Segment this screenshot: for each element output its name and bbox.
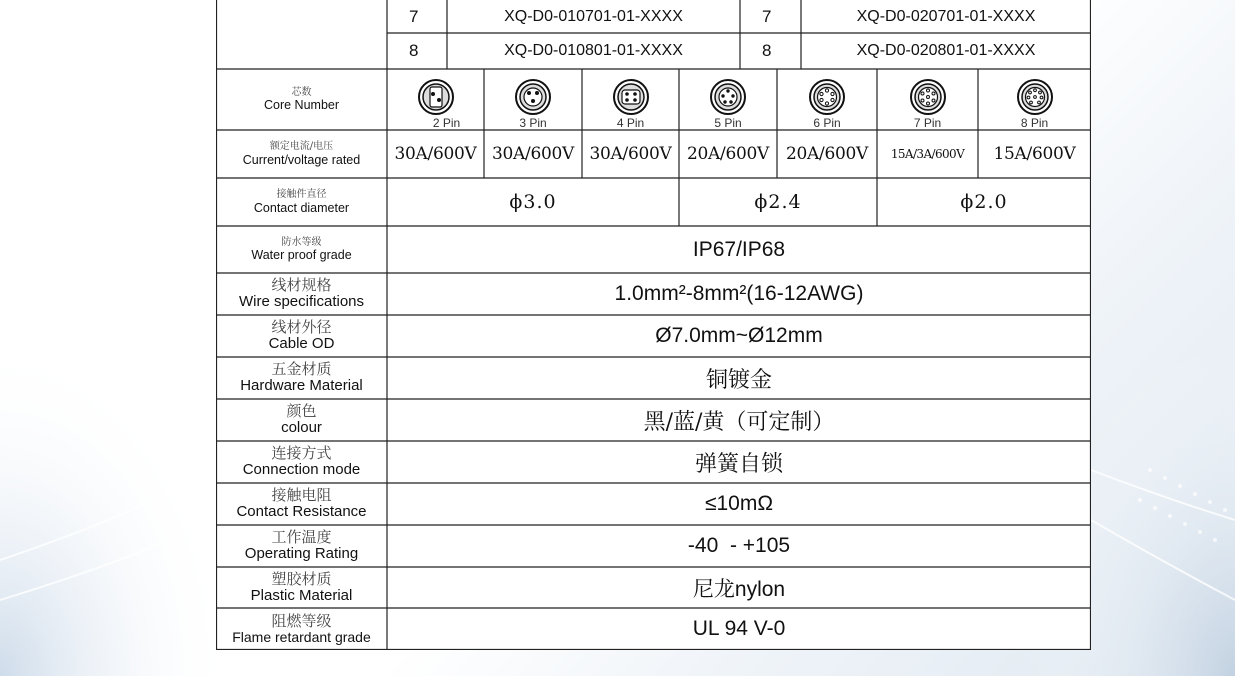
spec-label-zh: 工作温度 xyxy=(271,528,332,547)
spec-value-cable-od: Ø7.0mm~Ø12mm xyxy=(655,324,823,347)
part-code-a: XQ-D0-010801-01-XXXX xyxy=(504,42,683,59)
pin-cell-5 xyxy=(679,69,777,130)
connector-3pin-icon xyxy=(514,78,552,116)
core-number-label-en: Core Number xyxy=(263,98,340,113)
rating-2pin: 30A/600V xyxy=(394,144,477,164)
pin-cell-3 xyxy=(484,69,582,130)
spec-value-operating: -40 - +105 xyxy=(687,534,791,557)
spec-label-en: Connection mode xyxy=(242,461,361,478)
spec-value-plastic: 尼龙nylon xyxy=(692,577,786,601)
current-voltage-label-en: Current/voltage rated xyxy=(242,152,361,167)
part-code-b: XQ-D0-020801-01-XXXX xyxy=(856,42,1036,59)
spec-label-en: Wire specifications xyxy=(238,293,365,310)
part-pin-a: 7 xyxy=(409,6,419,26)
spec-label-en: Operating Rating xyxy=(244,545,359,562)
contact-diameter-value: ϕ2.0 xyxy=(960,191,1008,213)
spec-label-zh: 线材外径 xyxy=(271,318,332,337)
spec-value-colour: 黑/蓝/黄（可定制） xyxy=(643,409,835,435)
rating-3pin: 30A/600V xyxy=(492,144,574,164)
spec-label-en: Flame retardant grade xyxy=(232,628,371,645)
spec-label-colour xyxy=(216,399,387,441)
rating-4pin: 30A/600V xyxy=(589,144,672,164)
spec-value-connection: 弹簧自锁 xyxy=(694,451,783,477)
spec-value-wire: 1.0mm²-8mm²(16-12AWG) xyxy=(614,282,864,305)
contact-diameter-label xyxy=(216,178,387,226)
spec-value-water-proof: IP67/IP68 xyxy=(692,237,786,261)
spec-value-flame: UL 94 V-0 xyxy=(692,617,786,640)
rating-6pin: 20A/600V xyxy=(786,144,868,164)
spec-label-zh: 接触电阻 xyxy=(271,486,332,505)
rating-5pin: 20A/600V xyxy=(687,144,769,164)
pin-cell-6 xyxy=(777,69,877,130)
spec-label-zh: 阻燃等级 xyxy=(271,611,332,630)
part-pin-b: 8 xyxy=(762,41,772,60)
spec-label-flame xyxy=(216,608,387,650)
connector-8pin-icon xyxy=(1016,78,1054,116)
pin-cell-7 xyxy=(877,69,978,130)
contact-diameter-value: ϕ2.4 xyxy=(754,191,802,213)
connector-6pin-icon xyxy=(808,78,846,116)
spec-label-cable-od xyxy=(216,315,387,357)
pin-cell-8 xyxy=(978,69,1091,130)
pin-label: 8 Pin xyxy=(1020,116,1049,130)
spec-label-zh: 防水等级 xyxy=(281,236,322,248)
spec-label-en: Contact Resistance xyxy=(236,503,367,520)
connector-7pin-icon xyxy=(909,78,947,116)
spec-label-operating xyxy=(216,525,387,567)
spec-label-connection xyxy=(216,441,387,483)
spec-label-en: Hardware Material xyxy=(240,377,363,394)
connector-4pin-icon xyxy=(612,78,650,116)
rating-8pin: 15A/600V xyxy=(993,144,1076,164)
spec-label-zh: 连接方式 xyxy=(271,444,332,463)
part-pin-b: 7 xyxy=(762,6,772,26)
pin-cell-2 xyxy=(387,69,484,130)
pin-label: 5 Pin xyxy=(714,116,742,130)
pin-label: 3 Pin xyxy=(519,116,547,130)
contact-diameter-label-en: Contact diameter xyxy=(253,200,350,215)
spec-table xyxy=(216,0,1091,650)
contact-diameter-value: ϕ3.0 xyxy=(509,191,557,213)
pin-label: 6 Pin xyxy=(813,116,841,130)
part-code-a: XQ-D0-010701-01-XXXX xyxy=(504,7,683,25)
pin-cell-4 xyxy=(582,69,679,130)
connector-2pin-icon xyxy=(417,78,455,116)
rating-7pin: 15A/3A/600V xyxy=(890,147,965,161)
spec-label-en: Cable OD xyxy=(268,335,335,352)
pin-label: 7 Pin xyxy=(913,116,942,130)
part-code-b: XQ-D0-020701-01-XXXX xyxy=(856,7,1036,25)
spec-label-zh: 颜色 xyxy=(286,402,317,421)
spec-label-zh: 五金材质 xyxy=(271,360,332,379)
spec-label-zh: 线材规格 xyxy=(271,276,332,295)
pin-label: 4 Pin xyxy=(616,116,645,130)
spec-label-plastic xyxy=(216,567,387,608)
spec-value-contact-resistance: ≤10mΩ xyxy=(704,492,774,515)
spec-label-hardware xyxy=(216,357,387,399)
core-number-label-zh: 芯数 xyxy=(291,86,312,98)
connector-5pin-icon xyxy=(709,78,747,116)
pin-label: 2 Pin xyxy=(432,116,461,130)
spec-label-water-proof xyxy=(216,226,387,273)
spec-label-zh: 塑胶材质 xyxy=(271,569,332,588)
spec-value-hardware: 铜镀金 xyxy=(705,367,772,393)
current-voltage-label xyxy=(216,130,387,178)
spec-label-en: Plastic Material xyxy=(250,586,353,604)
current-voltage-label-zh: 额定电流/电压 xyxy=(269,141,334,153)
part-pin-a: 8 xyxy=(409,41,419,60)
contact-diameter-label-zh: 接触件直径 xyxy=(276,189,327,201)
spec-label-en: Water proof grade xyxy=(251,248,352,263)
spec-label-contact-resistance xyxy=(216,483,387,525)
core-number-label xyxy=(216,69,387,130)
spec-label-wire xyxy=(216,273,387,315)
spec-label-en: colour xyxy=(281,419,322,436)
